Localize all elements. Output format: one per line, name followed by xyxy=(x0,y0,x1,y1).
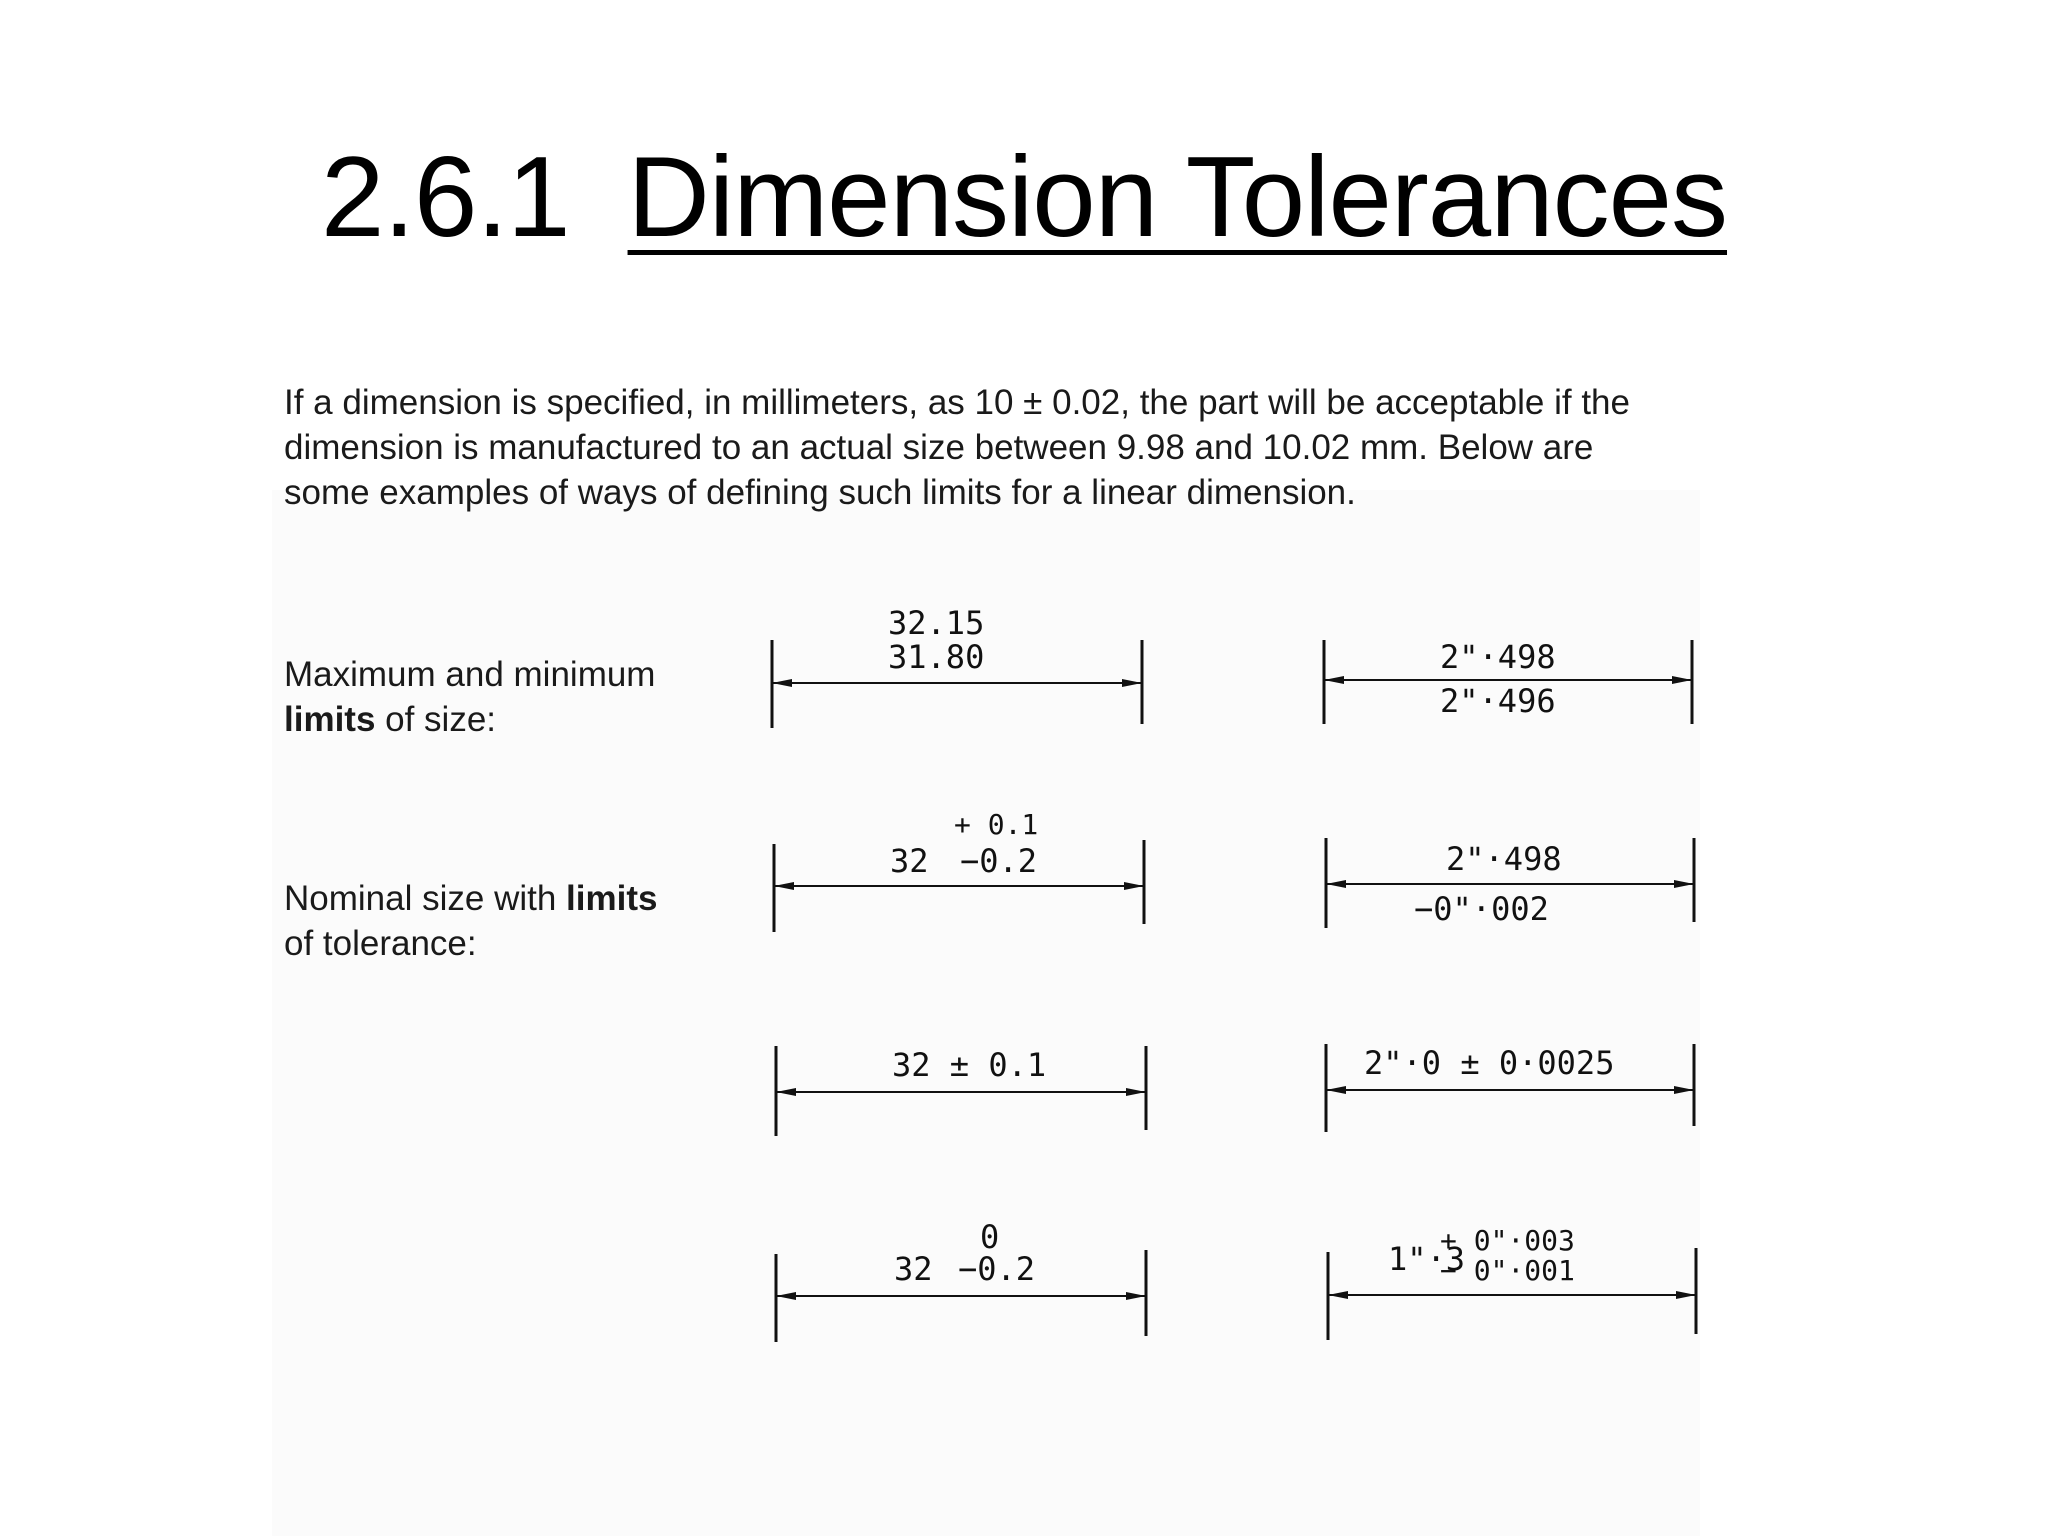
upper-limit-text: 32.15 xyxy=(888,604,985,642)
row-label-rest: of size: xyxy=(375,700,497,739)
dimension-limits-metric xyxy=(770,600,1150,730)
dimension-bilateral-imperial xyxy=(1324,1040,1704,1140)
row-label-line: of tolerance: xyxy=(284,924,477,963)
dimension-tolerance-metric xyxy=(772,808,1152,934)
upper-deviation-text: 0 xyxy=(980,1218,1000,1256)
lower-deviation-text: −0.2 xyxy=(958,1250,1036,1288)
row-label-limits-of-tolerance xyxy=(284,876,657,966)
upper-deviation-text: + 0"·003 xyxy=(1440,1224,1575,1257)
nominal-size-text: 32 xyxy=(894,1250,933,1288)
section-title: Dimension Tolerances xyxy=(627,134,1728,261)
row-label-line xyxy=(284,876,657,921)
row-label-bold: limits xyxy=(284,700,376,739)
nominal-size-text: 1"·3 xyxy=(1388,1240,1466,1278)
section-number: 2.6.1 xyxy=(320,134,570,261)
upper-limit-text: 2"·498 xyxy=(1440,638,1556,676)
dimension-bilateral-metric xyxy=(774,1040,1154,1140)
slide-title xyxy=(0,128,2048,268)
intro-paragraph xyxy=(284,380,1804,515)
lower-deviation-text: − 0"·001 xyxy=(1440,1254,1575,1287)
row-label-line: Maximum and minimum xyxy=(284,655,656,694)
row-label-bold: limits xyxy=(566,879,658,918)
bilateral-tolerance-text: 32 ± 0.1 xyxy=(892,1046,1047,1084)
nominal-size-text: 32 xyxy=(890,842,929,880)
row-label-pre: Nominal size with xyxy=(284,879,567,918)
row-label-limits-of-size xyxy=(284,652,655,742)
intro-line: dimension is manufactured to an actual size between 9.98 and 10.02 mm. Below are xyxy=(284,428,1594,467)
row-label-line xyxy=(284,697,655,742)
dimension-tolerance-imperial xyxy=(1324,832,1704,932)
intro-line: some examples of ways of defining such limits for a linear dimension. xyxy=(284,473,1356,512)
minus-tolerance-text: −0.2 xyxy=(960,842,1038,880)
dimension-limits-imperial xyxy=(1322,640,1702,730)
bilateral-tolerance-text: 2"·0 ± 0·0025 xyxy=(1364,1044,1615,1082)
minus-tolerance-text: −0"·002 xyxy=(1414,890,1549,928)
intro-line: If a dimension is specified, in millimeters, as 10 ± 0.02, the part will be acceptable if the xyxy=(284,383,1630,422)
nominal-size-text: 2"·498 xyxy=(1446,840,1562,878)
dimension-unilateral-imperial xyxy=(1326,1226,1706,1346)
dimension-unilateral-metric xyxy=(774,1216,1154,1346)
lower-limit-text: 31.80 xyxy=(888,638,985,676)
plus-tolerance-text: + 0.1 xyxy=(954,808,1039,841)
lower-limit-text: 2"·496 xyxy=(1440,682,1556,720)
